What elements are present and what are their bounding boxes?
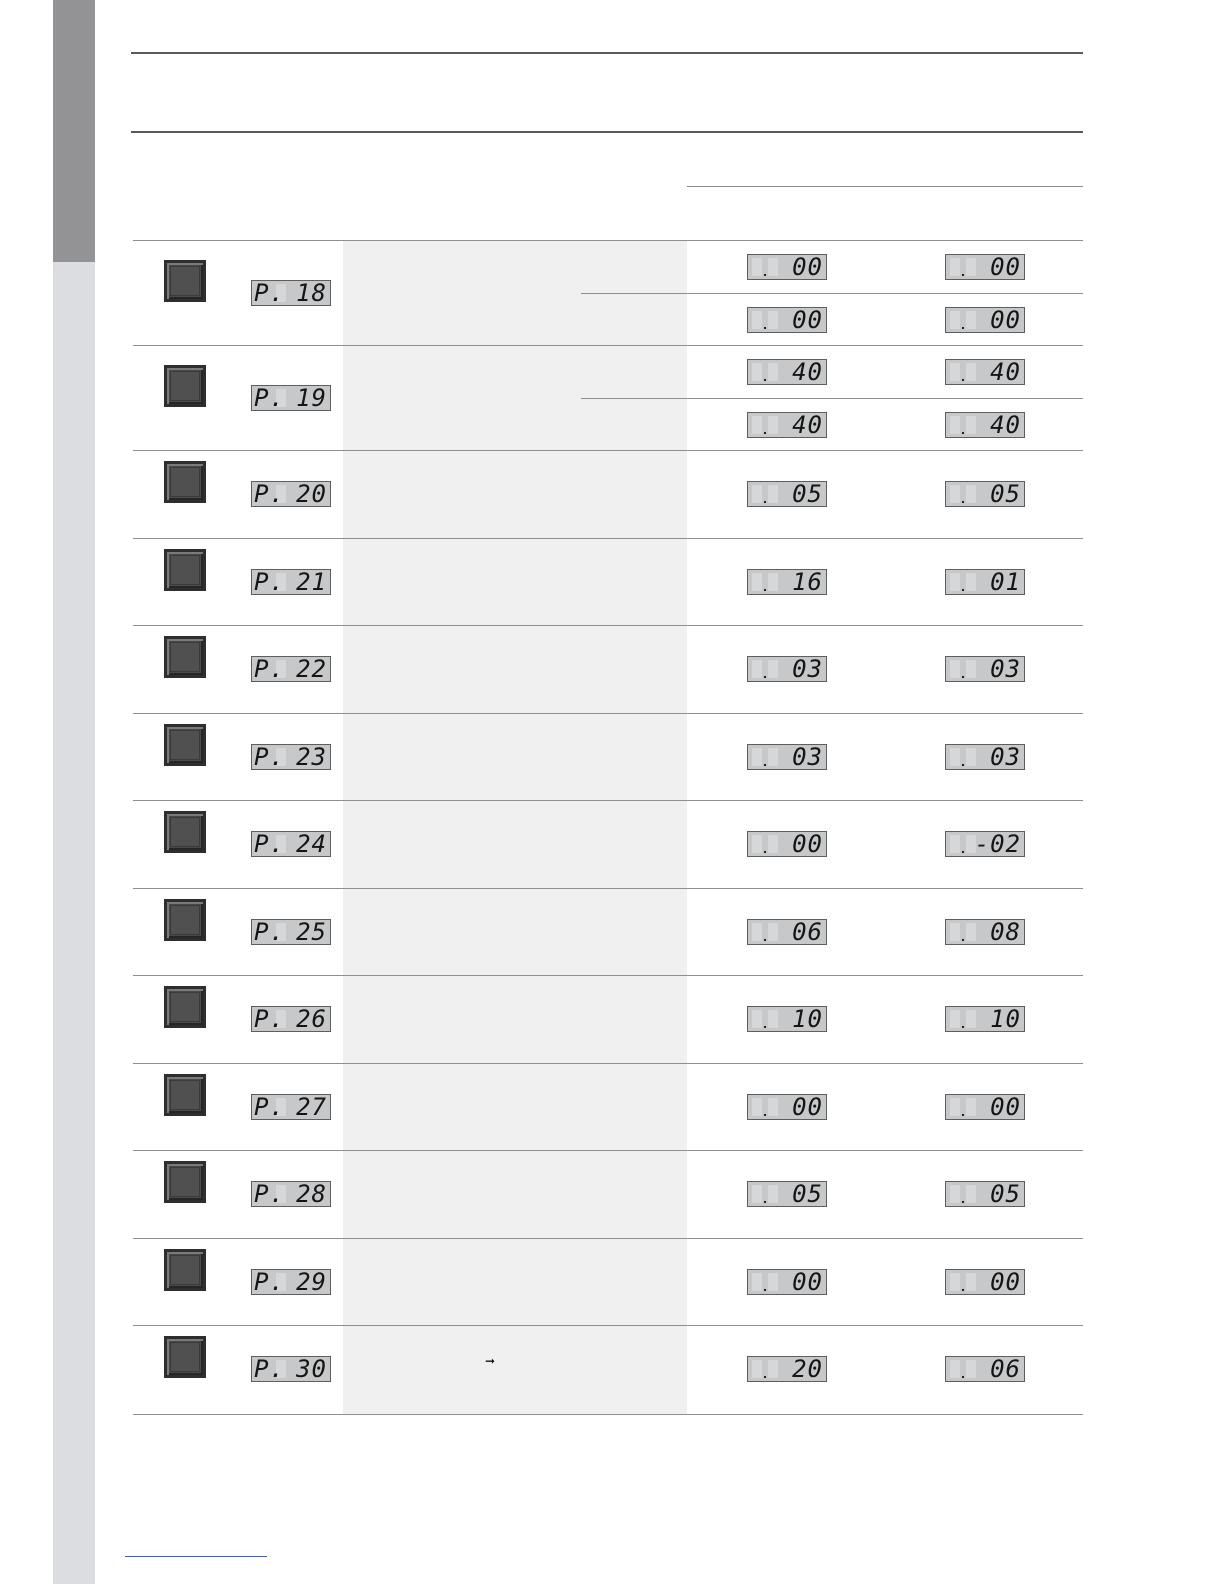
code-number: 27 xyxy=(296,1092,327,1121)
decimal-dot xyxy=(962,1376,964,1378)
code-prefix: P. xyxy=(254,1267,285,1296)
segment-ghost xyxy=(752,416,762,434)
segment-ghost xyxy=(966,660,976,678)
description-cell xyxy=(343,889,687,977)
code-number: 21 xyxy=(296,567,327,596)
display-value: 03 xyxy=(792,655,823,683)
segment-ghost xyxy=(950,1185,960,1203)
key-button[interactable] xyxy=(164,636,206,678)
code-prefix: P. xyxy=(254,279,285,307)
code-prefix: P. xyxy=(254,830,285,858)
description-cell xyxy=(343,451,687,539)
description-cell xyxy=(343,539,687,627)
code-number: 30 xyxy=(296,1355,327,1383)
value-display-b xyxy=(945,1269,1025,1295)
display-value: 08 xyxy=(990,917,1021,946)
value-display-a xyxy=(747,307,827,333)
segment-ghost xyxy=(752,660,762,678)
key-button[interactable] xyxy=(164,1074,206,1116)
decimal-dot xyxy=(764,379,766,381)
code-number: 19 xyxy=(296,384,327,412)
decimal-dot xyxy=(764,1026,766,1028)
segment-ghost xyxy=(752,573,762,591)
decimal-dot xyxy=(962,589,964,591)
key-button[interactable] xyxy=(164,365,206,407)
segment-ghost xyxy=(966,311,976,329)
table-row xyxy=(133,538,1083,627)
value-display-a xyxy=(747,412,827,438)
display-value: 10 xyxy=(990,1005,1021,1033)
segment-ghost xyxy=(950,923,960,941)
segment-ghost xyxy=(950,1010,960,1028)
table-row xyxy=(133,713,1083,802)
value-display-a xyxy=(747,254,827,280)
segment-ghost xyxy=(768,363,778,381)
table-row xyxy=(133,888,1083,977)
display-value: 03 xyxy=(792,742,823,771)
segment-ghost xyxy=(768,485,778,503)
code-prefix: P. xyxy=(254,742,285,771)
parameter-code-display xyxy=(251,1356,331,1382)
segment-ghost xyxy=(966,363,976,381)
table-row xyxy=(133,345,1083,451)
value-display-b xyxy=(945,569,1025,595)
segment-ghost xyxy=(950,311,960,329)
code-prefix: P. xyxy=(254,1005,285,1033)
display-value: 00 xyxy=(792,830,823,858)
segment-ghost xyxy=(966,748,976,766)
key-button[interactable] xyxy=(164,260,206,302)
display-value: -02 xyxy=(974,830,1021,858)
description-cell xyxy=(343,714,687,802)
code-number: 20 xyxy=(296,480,327,508)
key-button[interactable] xyxy=(164,724,206,766)
value-display-a xyxy=(747,656,827,682)
parameter-code-display xyxy=(251,481,331,507)
description-cell xyxy=(343,801,687,889)
value-display-a xyxy=(747,1094,827,1120)
segment-ghost xyxy=(768,311,778,329)
decimal-dot xyxy=(764,1289,766,1291)
code-prefix: P. xyxy=(254,1092,285,1121)
value-display-b xyxy=(945,1356,1025,1382)
table-row xyxy=(133,975,1083,1064)
segment-ghost xyxy=(768,1185,778,1203)
code-prefix: P. xyxy=(254,384,285,412)
key-button[interactable] xyxy=(164,1249,206,1291)
segment-ghost xyxy=(768,1360,778,1378)
value-display-b xyxy=(945,1094,1025,1120)
display-value: 06 xyxy=(990,1355,1021,1383)
parameter-code-display xyxy=(251,1269,331,1295)
code-prefix: P. xyxy=(254,1180,285,1208)
decimal-dot xyxy=(962,939,964,941)
segment-ghost xyxy=(768,660,778,678)
description-cell xyxy=(343,1326,687,1414)
description-cell xyxy=(343,1151,687,1239)
side-tab xyxy=(53,0,95,262)
display-value: 16 xyxy=(792,567,823,596)
parameter-code-display xyxy=(251,280,331,306)
description-cell xyxy=(343,1239,687,1327)
decimal-dot xyxy=(962,501,964,503)
decimal-dot xyxy=(962,432,964,434)
decimal-dot xyxy=(962,274,964,276)
display-value: 05 xyxy=(990,1180,1021,1208)
segment-ghost xyxy=(966,485,976,503)
segment-ghost xyxy=(752,1360,762,1378)
segment-ghost xyxy=(950,485,960,503)
segment-ghost xyxy=(768,573,778,591)
segment-ghost xyxy=(752,748,762,766)
code-prefix: P. xyxy=(254,655,285,683)
description-cell xyxy=(343,1064,687,1152)
key-button[interactable] xyxy=(164,549,206,591)
parameter-code-display xyxy=(251,1181,331,1207)
decimal-dot xyxy=(764,589,766,591)
display-value: 03 xyxy=(990,742,1021,771)
decimal-dot xyxy=(764,432,766,434)
value-display-b xyxy=(945,1181,1025,1207)
decimal-dot xyxy=(962,676,964,678)
code-prefix: P. xyxy=(254,480,285,508)
decimal-dot xyxy=(962,1114,964,1116)
segment-ghost xyxy=(768,1273,778,1291)
value-display-a xyxy=(747,359,827,385)
code-number: 24 xyxy=(296,830,327,858)
key-button[interactable] xyxy=(164,986,206,1028)
display-value: 20 xyxy=(792,1355,823,1383)
segment-ghost xyxy=(768,923,778,941)
key-button[interactable] xyxy=(164,461,206,503)
segment-ghost xyxy=(966,416,976,434)
segment-ghost xyxy=(950,416,960,434)
segment-ghost xyxy=(966,1098,976,1116)
segment-ghost xyxy=(950,835,960,853)
segment-ghost xyxy=(752,485,762,503)
display-value: 40 xyxy=(792,411,823,439)
decimal-dot xyxy=(764,851,766,853)
table-row xyxy=(133,240,1083,346)
parameter-code-display xyxy=(251,569,331,595)
value-display-a xyxy=(747,569,827,595)
header-rule xyxy=(131,131,1083,133)
display-value: 10 xyxy=(792,1005,823,1033)
footer-link-underline[interactable] xyxy=(125,1556,267,1557)
value-display-b xyxy=(945,481,1025,507)
column-header-rule xyxy=(687,186,1083,187)
parameter-code-display xyxy=(251,656,331,682)
display-value: 00 xyxy=(990,1092,1021,1121)
segment-ghost xyxy=(950,573,960,591)
segment-ghost xyxy=(752,1098,762,1116)
parameter-code-display xyxy=(251,1006,331,1032)
display-value: 05 xyxy=(792,1180,823,1208)
display-value: 01 xyxy=(990,567,1021,596)
segment-ghost xyxy=(966,1185,976,1203)
value-display-a xyxy=(747,919,827,945)
key-button[interactable] xyxy=(164,811,206,853)
segment-ghost xyxy=(950,1360,960,1378)
segment-ghost xyxy=(966,258,976,276)
segment-ghost xyxy=(768,748,778,766)
value-display-b xyxy=(945,307,1025,333)
segment-ghost xyxy=(752,1185,762,1203)
segment-ghost xyxy=(966,1273,976,1291)
segment-ghost xyxy=(950,660,960,678)
table-row xyxy=(133,1063,1083,1152)
value-display-a xyxy=(747,1006,827,1032)
decimal-dot xyxy=(764,327,766,329)
decimal-dot xyxy=(962,379,964,381)
value-display-a xyxy=(747,1356,827,1382)
segment-ghost xyxy=(768,835,778,853)
segment-ghost xyxy=(752,363,762,381)
segment-ghost xyxy=(768,1010,778,1028)
value-display-a xyxy=(747,744,827,770)
description-cell xyxy=(343,626,687,714)
display-value: 40 xyxy=(792,358,823,386)
segment-ghost xyxy=(966,1010,976,1028)
display-value: 00 xyxy=(792,1267,823,1296)
parameter-code-display xyxy=(251,744,331,770)
display-value: 40 xyxy=(990,358,1021,386)
decimal-dot xyxy=(764,274,766,276)
segment-ghost xyxy=(768,258,778,276)
display-value: 06 xyxy=(792,917,823,946)
sub-row-divider xyxy=(581,398,1083,399)
decimal-dot xyxy=(962,327,964,329)
parameter-code-display xyxy=(251,1094,331,1120)
display-value: 00 xyxy=(990,306,1021,334)
segment-ghost xyxy=(752,923,762,941)
decimal-dot xyxy=(764,501,766,503)
decimal-dot xyxy=(764,1114,766,1116)
code-number: 22 xyxy=(296,655,327,683)
value-display-a xyxy=(747,481,827,507)
value-display-a xyxy=(747,1269,827,1295)
key-button[interactable] xyxy=(164,1161,206,1203)
table-row xyxy=(133,450,1083,539)
decimal-dot xyxy=(764,1201,766,1203)
display-value: 40 xyxy=(990,411,1021,439)
segment-ghost xyxy=(752,835,762,853)
decimal-dot xyxy=(962,1289,964,1291)
segment-ghost xyxy=(752,311,762,329)
segment-ghost xyxy=(752,1273,762,1291)
key-button[interactable] xyxy=(164,899,206,941)
code-prefix: P. xyxy=(254,917,285,946)
code-number: 26 xyxy=(296,1005,327,1033)
segment-ghost xyxy=(950,258,960,276)
table-row xyxy=(133,1325,1083,1415)
decimal-dot xyxy=(764,939,766,941)
display-value: 00 xyxy=(792,1092,823,1121)
segment-ghost xyxy=(950,748,960,766)
display-value: 00 xyxy=(792,253,823,281)
code-prefix: P. xyxy=(254,1355,285,1383)
top-rule xyxy=(131,52,1083,54)
sub-row-divider xyxy=(581,293,1083,294)
table-row xyxy=(133,625,1083,714)
table-row xyxy=(133,800,1083,889)
segment-ghost xyxy=(752,258,762,276)
segment-ghost xyxy=(966,1360,976,1378)
value-display-b xyxy=(945,1006,1025,1032)
parameter-code-display xyxy=(251,831,331,857)
decimal-dot xyxy=(764,1376,766,1378)
decimal-dot xyxy=(962,1026,964,1028)
value-display-b xyxy=(945,254,1025,280)
key-button[interactable] xyxy=(164,1336,206,1378)
code-number: 29 xyxy=(296,1267,327,1296)
segment-ghost xyxy=(752,1010,762,1028)
decimal-dot xyxy=(962,764,964,766)
value-display-a xyxy=(747,831,827,857)
decimal-dot xyxy=(962,1201,964,1203)
parameter-code-display xyxy=(251,919,331,945)
segment-ghost xyxy=(768,1098,778,1116)
code-number: 28 xyxy=(296,1180,327,1208)
segment-ghost xyxy=(966,923,976,941)
code-prefix: P. xyxy=(254,567,285,596)
display-value: 00 xyxy=(990,1267,1021,1296)
segment-ghost xyxy=(966,573,976,591)
code-number: 23 xyxy=(296,742,327,771)
value-display-b xyxy=(945,919,1025,945)
display-value: 05 xyxy=(792,480,823,508)
segment-ghost xyxy=(768,416,778,434)
segment-ghost xyxy=(950,1273,960,1291)
table-row xyxy=(133,1238,1083,1327)
code-number: 18 xyxy=(296,279,327,307)
value-display-b xyxy=(945,359,1025,385)
decimal-dot xyxy=(764,676,766,678)
display-value: 05 xyxy=(990,480,1021,508)
segment-ghost xyxy=(950,363,960,381)
code-number: 25 xyxy=(296,917,327,946)
decimal-dot xyxy=(962,851,964,853)
segment-ghost xyxy=(950,1098,960,1116)
display-value: 00 xyxy=(990,253,1021,281)
decimal-dot xyxy=(764,764,766,766)
value-display-a xyxy=(747,1181,827,1207)
value-display-b xyxy=(945,831,1025,857)
display-value: 00 xyxy=(792,306,823,334)
arrow-icon: ➞ xyxy=(485,1354,496,1368)
value-display-b xyxy=(945,412,1025,438)
parameter-code-display xyxy=(251,385,331,411)
description-cell xyxy=(343,976,687,1064)
table-row xyxy=(133,1150,1083,1239)
value-display-b xyxy=(945,656,1025,682)
value-display-b xyxy=(945,744,1025,770)
display-value: 03 xyxy=(990,655,1021,683)
